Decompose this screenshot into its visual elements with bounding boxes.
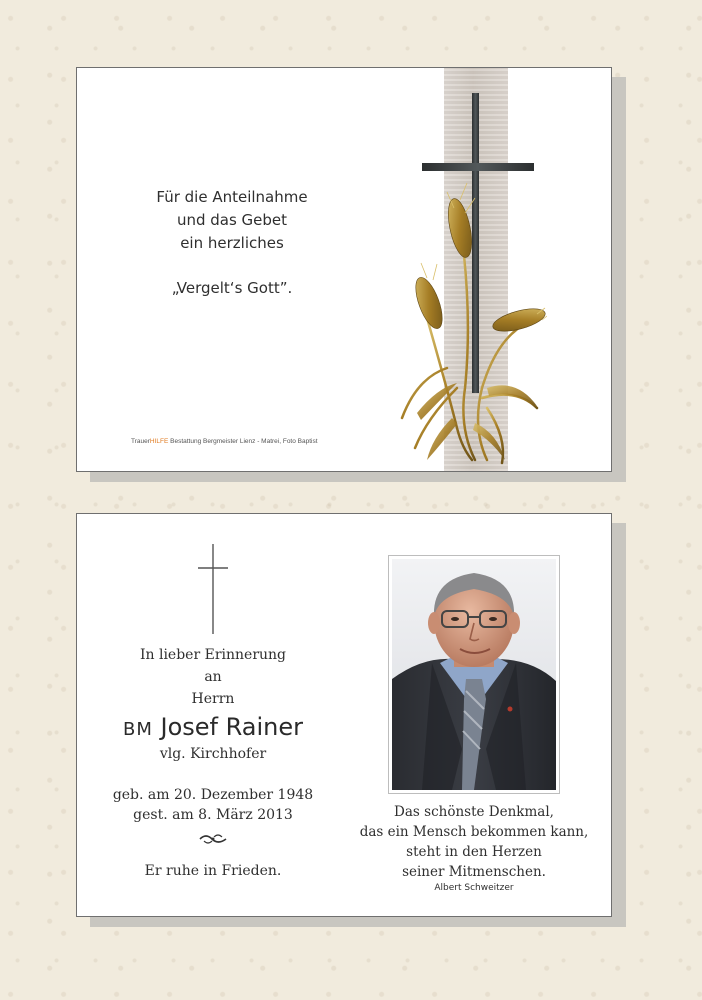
thanks-line-2: und das Gebet xyxy=(176,211,288,229)
herrn-label: Herrn xyxy=(191,691,235,707)
thanks-line-1: Für die Anteilnahme xyxy=(156,188,308,206)
vergelts-gott: „Vergelt‘s Gott”. xyxy=(171,279,293,297)
credit-prefix: Trauer xyxy=(131,438,150,445)
thank-you-text xyxy=(117,186,347,300)
name-title: BM xyxy=(122,719,153,740)
cross-with-wheat-icon xyxy=(387,88,547,468)
rest-in-peace: Er ruhe in Frieden. xyxy=(144,863,282,879)
quote-line-1: Das schönste Denkmal, xyxy=(394,804,554,820)
quote-line-4: seiner Mitmenschen. xyxy=(402,864,546,880)
quote-line-2: das ein Mensch bekommen kann, xyxy=(359,824,589,840)
portrait-photo xyxy=(388,555,560,794)
portrait-image xyxy=(392,559,556,790)
deceased-name xyxy=(97,712,329,745)
thanks-line-3: ein herzliches xyxy=(180,234,284,252)
quote xyxy=(349,802,599,895)
dates xyxy=(97,785,329,825)
an-label: an xyxy=(204,669,222,685)
birth-date: geb. am 20. Dezember 1948 xyxy=(112,787,314,803)
memorial-text xyxy=(97,644,329,881)
quote-author: Albert Schweitzer xyxy=(434,883,514,893)
ornament-icon xyxy=(97,831,329,851)
credit-rest: Bestattung Bergmeister Lienz - Matrei, Foto Baptist xyxy=(168,438,318,445)
quote-line-3: steht in den Herzen xyxy=(406,844,542,860)
thank-you-card xyxy=(76,67,612,472)
funeral-credit xyxy=(131,438,318,445)
full-name: Josef Rainer xyxy=(160,713,303,741)
in-memory-label: In lieber Erinnerung xyxy=(139,647,287,663)
credit-brand: HILFE xyxy=(149,438,169,445)
alias-name: vlg. Kirchhofer xyxy=(159,746,267,762)
small-cross-icon xyxy=(198,544,228,634)
memorial-card xyxy=(76,513,612,917)
death-date: gest. am 8. März 2013 xyxy=(133,807,293,823)
